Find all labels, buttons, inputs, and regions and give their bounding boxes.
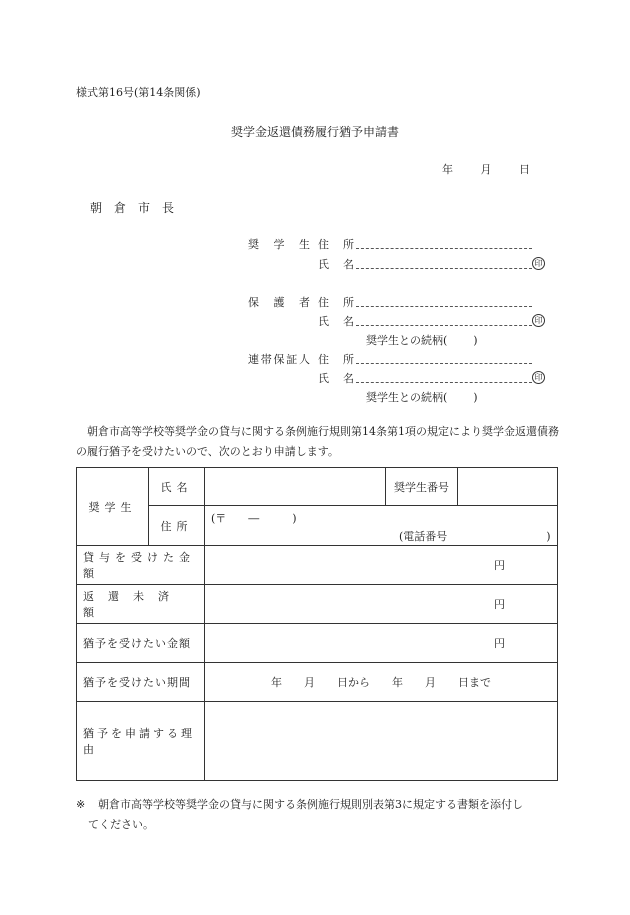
party-guarantor-label: 連帯保証人 xyxy=(248,353,310,366)
name-label: 氏名 xyxy=(149,468,205,506)
footnote xyxy=(76,795,560,835)
form-number: 様式第16号(第14条関係) xyxy=(76,86,201,99)
guardian-address-field[interactable] xyxy=(356,296,532,307)
relation-label: 奨学生との続柄( xyxy=(366,334,448,347)
phone-number: (電話番号 ) xyxy=(399,530,551,543)
guarantor-address-label: 住所 xyxy=(318,353,354,366)
guardian-name-label: 氏名 xyxy=(318,315,354,328)
deferral-amount-input[interactable] xyxy=(205,624,558,663)
date-line xyxy=(418,161,530,177)
date-year: 年 xyxy=(442,163,453,176)
postal-code: (〒 ― ) xyxy=(211,512,297,525)
student-name-label: 氏名 xyxy=(318,258,354,271)
reason-input[interactable] xyxy=(205,702,558,781)
student-address-field[interactable] xyxy=(356,238,532,249)
guarantor-relation xyxy=(366,389,478,405)
guardian-name-field[interactable] xyxy=(356,315,532,326)
seal-mark: 印 xyxy=(532,314,545,327)
application-table xyxy=(76,467,558,781)
deferral-amount-label: 猶予を受けたい金額 xyxy=(77,624,205,663)
guardian-relation xyxy=(366,332,478,348)
loan-amount-label: 貸与を受けた金額 xyxy=(77,546,205,585)
relation-label: 奨学生との続柄( xyxy=(366,391,448,404)
yen-unit: 円 xyxy=(494,637,505,650)
student-number-label: 奨学生番号 xyxy=(386,468,458,506)
yen-unit: 円 xyxy=(494,559,505,572)
student-address-label: 住所 xyxy=(318,238,354,251)
date-month: 月 xyxy=(480,163,492,176)
seal-mark: 印 xyxy=(532,257,545,270)
guarantor-name-label: 氏名 xyxy=(318,372,354,385)
note-line1: 朝倉市高等学校等奨学金の貸与に関する条例施行規則別表第3に規定する書類を添付し xyxy=(98,798,523,811)
party-guardian-label: 保護者 xyxy=(248,296,310,309)
reason-label: 猶予を申請する理由 xyxy=(77,702,205,781)
note-mark: ※ xyxy=(76,798,86,811)
seal-mark: 印 xyxy=(532,371,545,384)
relation-close: ) xyxy=(473,334,478,347)
note-line2: てください。 xyxy=(88,818,154,831)
loan-amount-input[interactable] xyxy=(205,546,558,585)
unpaid-amount-label: 返還未済額 xyxy=(77,585,205,624)
relation-close: ) xyxy=(473,391,478,404)
address-input[interactable] xyxy=(205,506,558,546)
addressee: 朝倉市長 xyxy=(90,201,187,215)
guarantor-address-field[interactable] xyxy=(356,353,532,364)
unpaid-amount-input[interactable] xyxy=(205,585,558,624)
student-number-input[interactable] xyxy=(458,468,558,506)
name-input[interactable] xyxy=(205,468,386,506)
guarantor-name-field[interactable] xyxy=(356,372,532,383)
yen-unit: 円 xyxy=(494,598,505,611)
guardian-address-label: 住所 xyxy=(318,296,354,309)
student-section-label: 奨学生 xyxy=(77,468,149,546)
deferral-period-input[interactable]: 年 月 日から 年 月 日まで xyxy=(205,663,558,702)
student-name-field[interactable] xyxy=(356,258,532,269)
party-student-label: 奨学生 xyxy=(248,238,310,251)
document-title: 奨学金返還債務履行猶予申請書 xyxy=(230,125,399,139)
intro-paragraph: 朝倉市高等学校等奨学金の貸与に関する条例施行規則第14条第1項の規定により奨学金返還債務の履行猶予を受けたいので、次のとおり申請します。 xyxy=(76,425,559,458)
address-label: 住所 xyxy=(149,506,205,546)
date-day: 日 xyxy=(519,163,530,176)
deferral-period-label: 猶予を受けたい期間 xyxy=(77,663,205,702)
